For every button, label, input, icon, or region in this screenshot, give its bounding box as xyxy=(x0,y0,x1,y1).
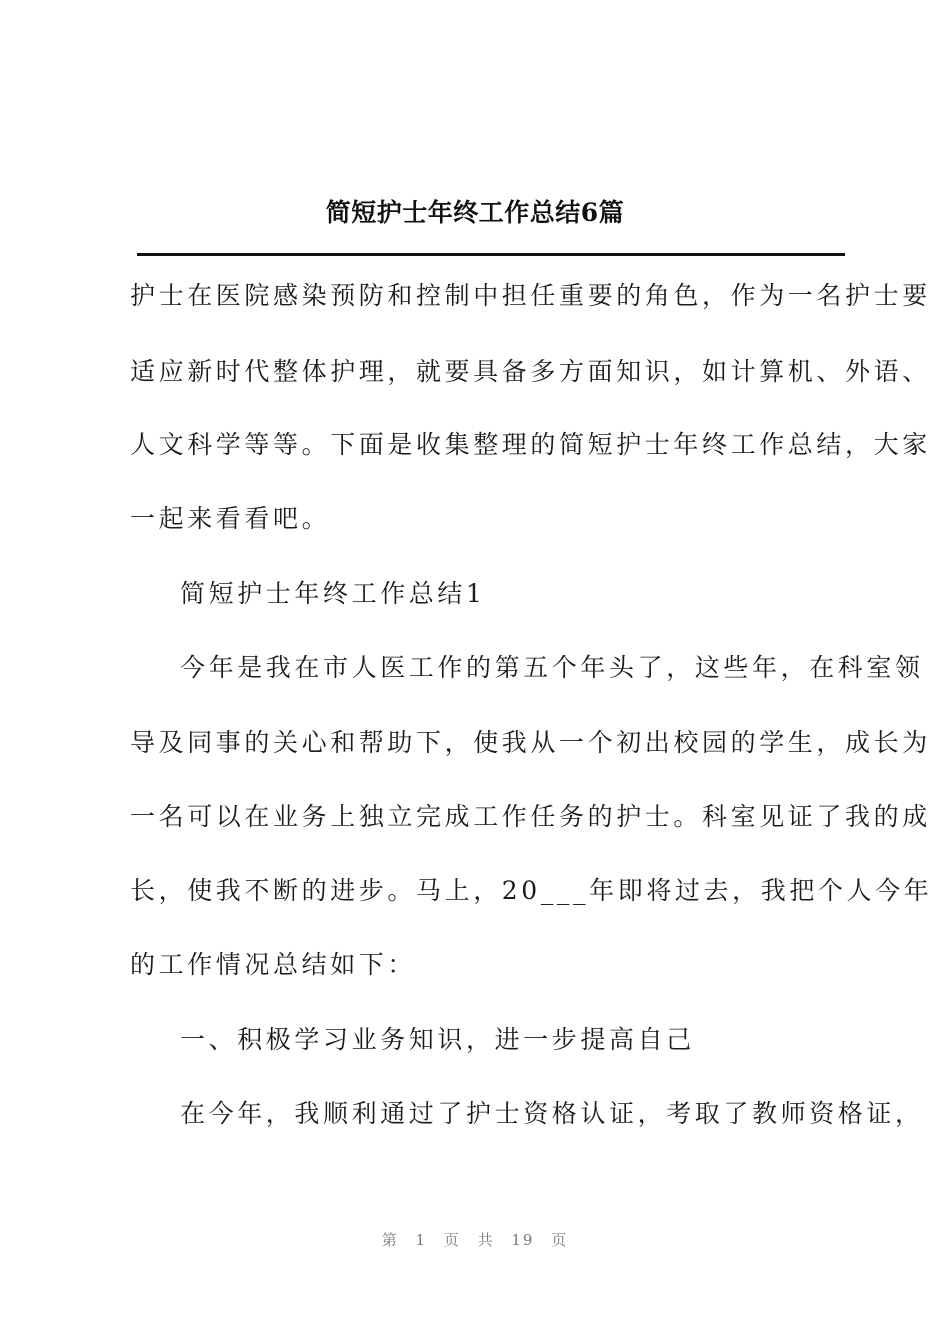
section-heading: 简短护士年终工作总结1 xyxy=(180,579,486,608)
page-title: 简短护士年终工作总结6篇 xyxy=(325,198,625,227)
subsection-heading: 一、积极学习业务知识，进一步提高自己 xyxy=(180,1025,695,1054)
title-underline xyxy=(137,253,845,256)
text-line: 一起来看看吧。 xyxy=(130,504,331,533)
text-line: 护士在医院感染预防和控制中担任重要的角色，作为一名护士要 xyxy=(130,281,931,310)
text-line: 导及同事的关心和帮助下，使我从一个初出校园的学生，成长为 xyxy=(130,728,931,757)
page-number-footer: 第 1 页 共 19 页 xyxy=(381,1231,569,1249)
text-line: 适应新时代整体护理，就要具备多方面知识，如计算机、外语、 xyxy=(130,357,931,386)
text-line: 今年是我在市人医工作的第五个年头了，这些年，在科室领 xyxy=(180,653,924,682)
text-line: 长，使我不断的进步。马上，20___年即将过去，我把个人今年 xyxy=(130,876,933,905)
text-line: 一名可以在业务上独立完成工作任务的护士。科室见证了我的成 xyxy=(130,802,931,831)
text-line: 的工作情况总结如下： xyxy=(130,950,417,979)
text-line: 人文科学等等。下面是收集整理的简短护士年终工作总结，大家 xyxy=(130,430,931,459)
text-line: 在今年，我顺利通过了护士资格认证，考取了教师资格证， xyxy=(180,1099,924,1128)
